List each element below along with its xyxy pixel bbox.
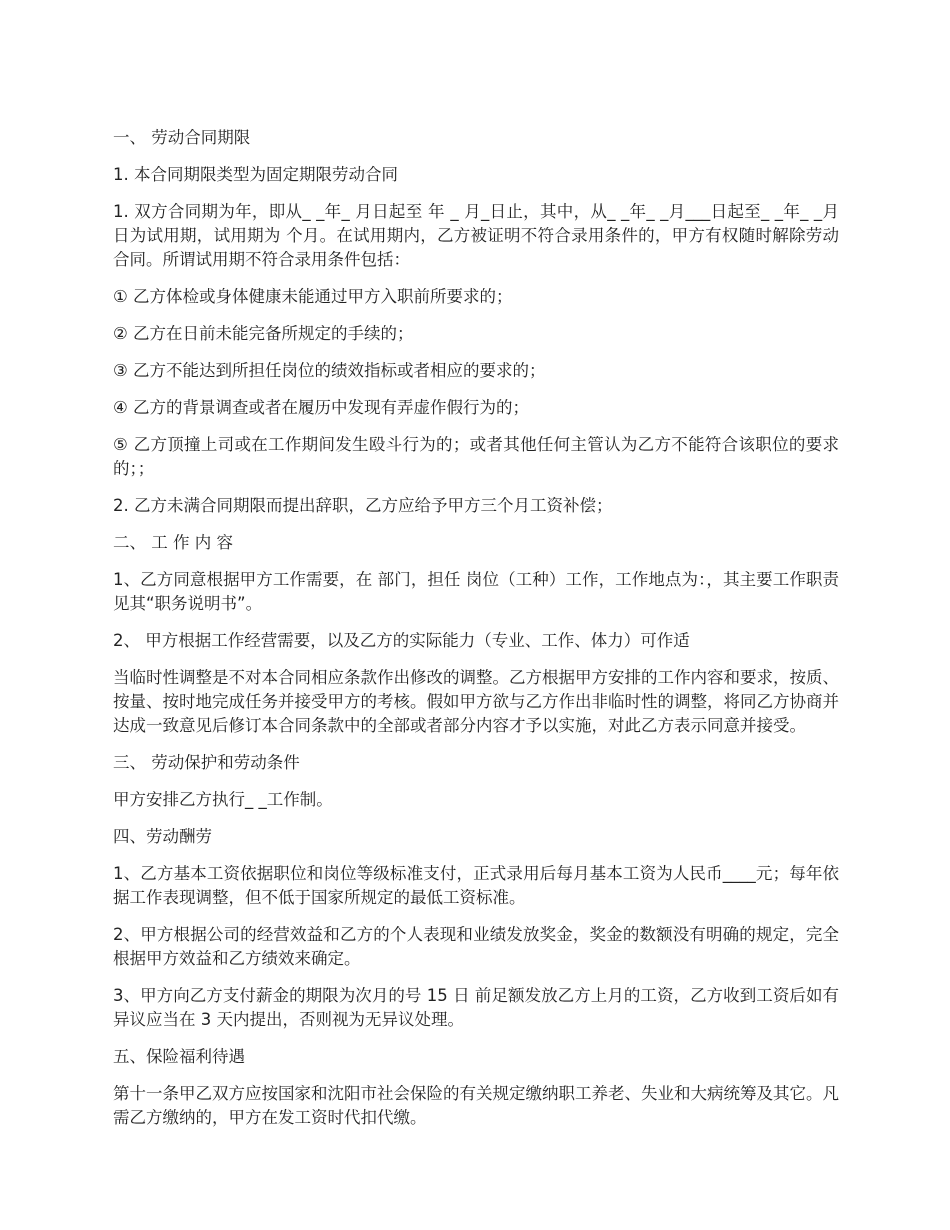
paragraph: 第十一条甲乙双方应按国家和沈阳市社会保险的有关规定缴纳职工养老、失业和大病统筹及其它。凡需乙方缴纳的，甲方在发工资时代扣代缴。 (113, 1084, 839, 1127)
paragraph: 2、甲方根据公司的经营效益和乙方的个人表现和业绩发放奖金，奖金的数额没有明确的规定，完全根据甲方效益和乙方绩效来确定。 (113, 925, 839, 968)
list-item: ① 乙方体检或身体健康未能通过甲方入职前所要求的； (113, 287, 513, 306)
section-heading-work-content: 二、 工 作 内 容 (113, 533, 233, 552)
paragraph: 3、甲方向乙方支付薪金的期限为次月的号 15 日 前足额发放乙方上月的工资，乙方收到工资后如有异议应当在 3 天内提出，否则视为无异议处理。 (113, 986, 839, 1029)
section-heading-insurance: 五、保险福利待遇 (113, 1047, 245, 1066)
paragraph: 当临时性调整是不对本合同相应条款作出修改的调整。乙方根据甲方安排的工作内容和要求，按质、按量、按时地完成任务并接受甲方的考核。假如甲方欲与乙方作出非临时性的调整，将同乙方协商并达成一致意见后修订本合同条款中的全部或者部分内容才予以实施，对此乙方表示同意并接受。 (113, 668, 839, 735)
paragraph: 1. 双方合同期为年，即从_ _年_ 月日起至 年 _ 月_日止，其中，从_ _年_ _月___日起至_ _年_ _月 日为试用期，试用期为 个月。在试用期内，乙方被证明不符合录用条件的，甲方有权随时解除劳动合同。所谓试用期不符合录用条件包括： (113, 202, 839, 269)
paragraph: 1、乙方同意根据甲方工作需要，在 部门，担任 岗位（工种）工作，工作地点为：，其主要工作职责见其“职务说明书”。 (113, 570, 839, 613)
document-body (113, 126, 839, 1143)
section-heading-labor-protection: 三、 劳动保护和劳动条件 (113, 753, 300, 772)
list-item: ⑤ 乙方顶撞上司或在工作期间发生殴斗行为的；或者其他任何主管认为乙方不能符合该职位的要求的；； (113, 435, 839, 478)
list-item: ③ 乙方不能达到所担任岗位的绩效指标或者相应的要求的； (113, 361, 546, 380)
paragraph: 1. 本合同期限类型为固定期限劳动合同 (113, 165, 398, 184)
section-heading-remuneration: 四、劳动酬劳 (113, 827, 212, 846)
paragraph: 甲方安排乙方执行_ _工作制。 (113, 790, 333, 809)
paragraph: 2、 甲方根据工作经营需要，以及乙方的实际能力（专业、工作、体力）可作适 (113, 631, 690, 650)
section-heading-term: 一、 劳动合同期限 (113, 128, 251, 147)
paragraph: 1、乙方基本工资依据职位和岗位等级标准支付，正式录用后每月基本工资为人民币____元；每年依据工作表现调整，但不低于国家所规定的最低工资标准。 (113, 864, 839, 907)
list-item: ④ 乙方的背景调查或者在履历中发现有弄虚作假行为的； (113, 398, 530, 417)
list-item: ② 乙方在日前未能完备所规定的手续的； (113, 324, 414, 343)
paragraph: 2. 乙方未满合同期限而提出辞职，乙方应给予甲方三个月工资补偿； (113, 496, 613, 515)
